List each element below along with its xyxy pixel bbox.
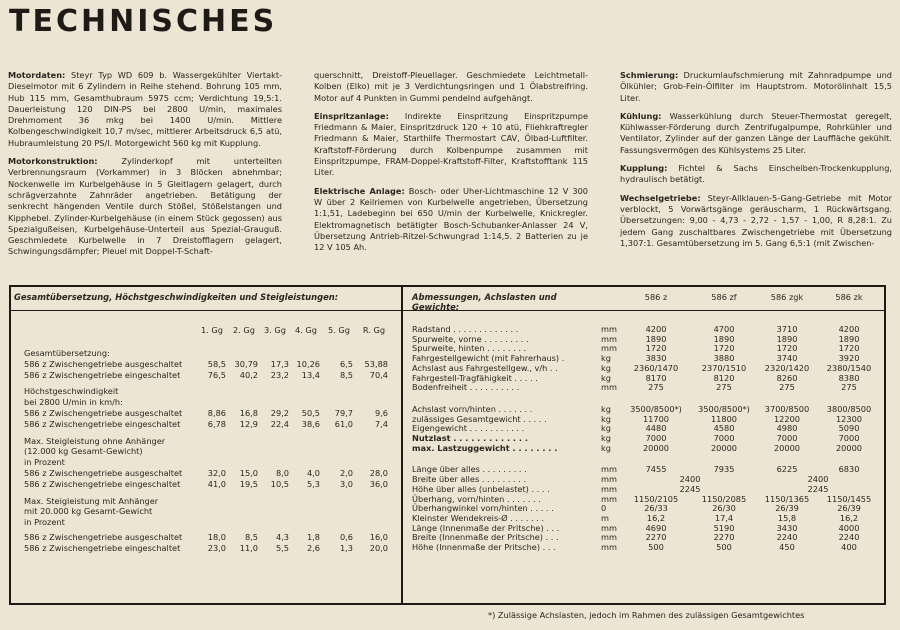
gear-column-header: 5. Gg — [328, 325, 350, 335]
gear-row-label: in Prozent — [24, 517, 65, 528]
spec-paragraph: Einspritzanlage: Indirekte Einspritzung Einspritzpumpe Friedmann & Maier, Einspritzdruck 120 + 10 atü, Fliehkraftregler Friedmann & Maier, Starthilfe Thermostart CAV, Ölbad-Luftfilter. Kraftstoff-Förderung durch Kolbenpumpe zusammen mit Einspritzpumpe, FRAM-Doppel-Kraftstoff-Filter, Kraftstofftank 115 Liter. — [314, 110, 588, 178]
gear-value: 19,5 — [239, 478, 258, 489]
gear-value: 10,26 — [296, 358, 320, 369]
gear-value: 17,3 — [270, 358, 289, 369]
dimension-value: 3500/8500*) — [698, 403, 750, 414]
dimension-value: 3710 — [776, 324, 798, 334]
gear-value: 38,6 — [301, 418, 320, 429]
dimension-value: 2320/1420 — [764, 362, 810, 373]
model-column-header: 586 z — [644, 292, 668, 302]
unit-label: mm — [601, 464, 617, 475]
gear-value: 41,0 — [207, 478, 226, 489]
dimension-value: 1720 — [713, 343, 735, 354]
dimension-value: 4000 — [838, 522, 860, 533]
gear-row-label: in Prozent — [24, 457, 65, 468]
right-table-heading: Abmessungen, Achslasten und Gewichte: — [412, 292, 557, 312]
dimension-value: 3740 — [776, 353, 798, 364]
dimension-value: 3700/8500 — [764, 403, 810, 414]
dimension-row-label: Länge über alles . . . . . . . . . — [412, 464, 527, 475]
unit-label: mm — [601, 333, 617, 344]
dimension-value: 500 — [648, 542, 664, 552]
gear-value: 3,0 — [339, 478, 353, 489]
spec-paragraph: Kühlung: Wasserkühlung durch Steuer-Thermostat geregelt, Kühlwasser-Förderung durch Zentrifugalpumpe, Rohrkühler und Ventilator, Zylinder auf der ganzen Länge der Lauffläche gekühlt. Fassungsvermögen des Kühlsystems 25 Liter. — [620, 110, 892, 155]
gear-value: 2,6 — [306, 542, 320, 553]
dimension-row-label: max. Lastzuggewicht . . . . . . . . — [412, 442, 558, 453]
dimension-value: 4580 — [713, 423, 735, 434]
dimension-row-label: Überhangwinkel vorn/hinten . . . . . — [412, 503, 554, 514]
dimension-value: 500 — [716, 542, 732, 552]
spec-paragraph: Wechselgetriebe: Steyr-Allklauen-5-Gang-Getriebe mit Motor verblockt, 5 Vorwärtsgänge geräuscharm, 1 Rückwärtsgang. Übersetzungen: 9,00 - 4,73 - 2,72 - 1,57 - 1,00, R 8,28:1. Zu jedem Gang zuschaltbares Zwischengetriebe mit Übersetzung 1,307:1. Gesamtübersetzung im 5. Gang 6,5:1 (mit Zwischen- — [620, 192, 892, 248]
unit-label: kg — [601, 362, 611, 373]
page-title: TECHNISCHES — [9, 4, 278, 39]
dimension-value: 7000 — [838, 433, 860, 443]
gear-value: 29,2 — [270, 408, 289, 418]
gear-value: 4,0 — [306, 468, 320, 478]
model-column-header: 586 zf — [711, 292, 737, 302]
dimension-value: 26/39 — [775, 503, 799, 514]
dimension-value: 275 — [779, 382, 795, 393]
dimension-value: 275 — [648, 382, 664, 393]
gear-row-label: 586 z Zwischengetriebe ausgeschaltet — [24, 408, 183, 418]
unit-label: 0 — [601, 503, 607, 514]
gear-value: 9,6 — [374, 408, 388, 418]
unit-label: m — [601, 512, 609, 523]
unit-label: kg — [601, 433, 611, 443]
gear-row-label: Max. Steigleistung mit Anhänger — [24, 495, 159, 506]
dimension-value: 2240 — [838, 532, 860, 543]
dimension-value: 1150/2085 — [701, 493, 747, 504]
spec-paragraph: Motordaten: Steyr Typ WD 609 b. Wassergekühlter Viertakt-Dieselmotor mit 6 Zylindern in Reihe stehend. Bohrung 105 mm, Hub 115 mm, Gesamthubraum 5975 ccm; Verdichtung 19,5:1. Dauerleistung 120 DIN-PS bei 2800 U/min, maximales Drehmoment 36 mkg bei 1400 U/min. Mittlere Kolbengeschwindigkeit 10,7 m/sec, mittlerer Arbeitsdruck 6,5 atü, Hubraumleistung 20 PS/l. Motorgewicht 560 kg mit Kupplung. — [8, 70, 282, 148]
gear-row-label: 586 z Zwischengetriebe eingeschaltet — [24, 418, 181, 429]
text-column-3 — [620, 70, 892, 256]
unit-label: mm — [601, 324, 617, 334]
gear-value: 23,2 — [270, 369, 289, 380]
dimension-value: 275 — [716, 382, 732, 393]
unit-label: kg — [601, 423, 611, 434]
dimension-row-label: Fahrgestellgewicht (mit Fahrerhaus) . — [412, 353, 565, 364]
dimension-value: 8170 — [645, 372, 667, 383]
unit-label: mm — [601, 522, 617, 533]
dimension-value: 2370/1510 — [701, 362, 747, 373]
gear-value: 16,0 — [369, 532, 388, 542]
dimension-value: 20000 — [710, 442, 738, 453]
gear-column-header: 3. Gg — [264, 325, 286, 335]
gear-value: 40,2 — [239, 369, 258, 380]
dimension-value: 2400 — [807, 474, 829, 485]
dimension-value: 17,4 — [714, 512, 734, 523]
gear-column-header: 4. Gg — [295, 325, 317, 335]
dimension-row-label: Nutzlast . . . . . . . . . . . . . — [412, 433, 528, 443]
gear-value: 15,0 — [239, 468, 258, 478]
dimension-value: 26/39 — [837, 503, 861, 514]
dimension-value: 7000 — [645, 433, 667, 443]
model-column-header: 586 zk — [835, 292, 863, 302]
unit-label: mm — [601, 474, 617, 485]
gear-row-label: 586 z Zwischengetriebe ausgeschaltet — [24, 532, 183, 542]
gear-value: 6,5 — [339, 358, 353, 369]
gear-row-label: 586 z Zwischengetriebe eingeschaltet — [24, 369, 181, 380]
text-column-2 — [314, 70, 588, 260]
spec-paragraph-label: Motordaten: — [8, 70, 66, 80]
dimension-row-label: Höhe (Innenmaße der Pritsche) . . . — [412, 542, 556, 552]
gear-value: 8,5 — [339, 369, 353, 380]
dimension-value: 275 — [841, 382, 857, 393]
dimension-value: 20000 — [773, 442, 801, 453]
dimension-value: 3500/8500*) — [630, 403, 682, 414]
dimension-value: 4980 — [776, 423, 798, 434]
dimension-value: 4700 — [713, 324, 735, 334]
gear-value: 5,5 — [275, 542, 289, 553]
unit-label: kg — [601, 413, 611, 424]
dimension-row-label: Höhe über alles (unbelastet) . . . . — [412, 483, 550, 494]
spec-paragraph-label: Elektrische Anlage: — [314, 185, 405, 196]
dimension-row-label: Breite (Innenmaße der Pritsche) . . . — [412, 532, 559, 543]
gear-value: 4,3 — [275, 532, 289, 542]
gear-value: 7,4 — [374, 418, 388, 429]
gear-value: 20,0 — [369, 542, 388, 553]
gear-value: 5,3 — [306, 478, 320, 489]
dimension-value: 20000 — [835, 442, 863, 453]
gear-value: 8,86 — [207, 408, 226, 418]
dimension-value: 2360/1470 — [633, 362, 679, 373]
gear-value: 10,5 — [270, 478, 289, 489]
dimension-row-label: Kleinster Wendekreis-Ø . . . . . . . — [412, 512, 545, 523]
dimension-value: 2380/1540 — [826, 362, 872, 373]
dimension-row-label: Bodenfreiheit . . . . . . . . . . — [412, 382, 520, 393]
dimension-value: 26/30 — [712, 503, 736, 514]
dimension-value: 3800/8500 — [826, 403, 872, 414]
dimension-value: 5090 — [838, 423, 860, 434]
dimension-value: 1890 — [776, 333, 798, 344]
dimension-value: 4200 — [645, 324, 667, 334]
dimension-value: 6830 — [838, 464, 860, 475]
dimension-value: 15,8 — [777, 512, 797, 523]
gear-value: 58,5 — [207, 358, 226, 369]
unit-label: mm — [601, 493, 617, 504]
gear-row-label: 586 z Zwischengetriebe ausgeschaltet — [24, 358, 183, 369]
dimension-value: 1890 — [713, 333, 735, 344]
dimension-value: 16,2 — [646, 512, 666, 523]
model-column-header: 586 zgk — [770, 292, 804, 302]
unit-label: mm — [601, 382, 617, 393]
spec-paragraph-label: Einspritzanlage: — [314, 110, 389, 121]
spec-paragraph: Elektrische Anlage: Bosch- oder Uher-Lichtmaschine 12 V 300 W über 2 Keilriemen von Kurbelwelle angetrieben, Übersetzung 1:1,51, Ladebeginn bei 650 U/min der Kurbelwelle, Knickregler. Elektromagnetisch betätigter Bosch-Schubanker-Anlasser 24 V, Übersetzung Antrieb-Ritzel-Schwungrad 1:14,5. 2 Batterien zu je 12 V 105 Ah. — [314, 185, 588, 253]
dimension-value: 7000 — [713, 433, 735, 443]
dimension-value: 7455 — [645, 464, 667, 475]
gear-value: 13,4 — [301, 369, 320, 380]
dimension-value: 2240 — [776, 532, 798, 543]
gear-row-label: (12.000 kg Gesamt-Gewicht) — [24, 446, 143, 457]
unit-label: mm — [601, 532, 617, 543]
gear-value: 8,0 — [275, 468, 289, 478]
gear-value: 1,8 — [306, 532, 320, 542]
gear-column-header: 2. Gg — [233, 325, 255, 335]
dimension-value: 20000 — [642, 442, 670, 453]
dimension-row-label: zulässiges Gesamtgewicht . . . . . — [412, 413, 547, 424]
table-divider — [401, 285, 403, 605]
unit-label: kg — [601, 442, 611, 453]
dimension-value: 11700 — [642, 413, 670, 424]
dimension-value: 3880 — [713, 353, 735, 364]
dimension-value: 1720 — [838, 343, 860, 354]
spec-paragraph: Kupplung: Fichtel & Sachs Einscheiben-Trockenkupplung, hydraulisch betätigt. — [620, 163, 892, 185]
dimension-value: 400 — [841, 542, 857, 552]
dimension-row-label: Achslast vorn/hinten . . . . . . . — [412, 403, 533, 414]
dimension-value: 26/33 — [644, 503, 668, 514]
dimension-value: 12200 — [773, 413, 801, 424]
gear-value: 70,4 — [369, 369, 388, 380]
gear-value: 23,0 — [207, 542, 226, 553]
unit-label: mm — [601, 542, 617, 552]
dimension-value: 2245 — [807, 483, 829, 494]
dimension-value: 3430 — [776, 522, 798, 533]
spec-paragraph: querschnitt, Dreistoff-Pleuellager. Geschmiedete Leichtmetall-Kolben (Elko) mit je 3 Verdichtungsringen und 1 Ölabstreifring. Motor auf 4 Punkten in Gummi pendelnd aufgehängt. — [314, 70, 588, 103]
dimension-row-label: Achslast aus Fahrgestellgew., v/h . . — [412, 362, 558, 373]
spec-paragraph-label: Kupplung: — [620, 163, 668, 174]
gear-row-label: Höchstgeschwindigkeit — [24, 386, 119, 397]
gear-row-label: 586 z Zwischengetriebe ausgeschaltet — [24, 468, 183, 478]
dimension-value: 1720 — [645, 343, 667, 354]
text-column-1 — [8, 70, 282, 265]
dimension-value: 4480 — [645, 423, 667, 434]
gear-value: 79,7 — [334, 408, 353, 418]
dimension-value: 2270 — [713, 532, 735, 543]
dimension-value: 8260 — [776, 372, 798, 383]
dimension-value: 3920 — [838, 353, 860, 364]
spec-paragraph-label: Motorkonstruktion: — [8, 156, 98, 167]
gear-value: 8,5 — [244, 532, 258, 542]
gear-value: 16,8 — [239, 408, 258, 418]
spec-paragraph: Schmierung: Druckumlaufschmierung mit Zahnradpumpe und Ölkühler; Grob-Fein-Ölfilter im Hauptstrom. Motorölinhalt 15,5 Liter. — [620, 70, 892, 103]
dimension-value: 2400 — [679, 474, 701, 485]
dimension-value: 1150/2105 — [633, 493, 679, 504]
gear-value: 53,88 — [364, 358, 388, 369]
dimension-value: 6225 — [776, 464, 798, 475]
gear-row-label: Max. Steigleistung ohne Anhänger — [24, 435, 166, 446]
gear-value: 6,78 — [207, 418, 226, 429]
gear-column-header: 1. Gg — [201, 325, 223, 335]
gear-value: 12,9 — [239, 418, 258, 429]
dimension-value: 2245 — [679, 483, 701, 494]
unit-label: kg — [601, 372, 611, 383]
unit-label: mm — [601, 343, 617, 354]
gear-value: 32,0 — [207, 468, 226, 478]
dimension-row-label: Radstand . . . . . . . . . . . . . — [412, 324, 519, 334]
dimension-value: 5190 — [713, 522, 735, 533]
gear-value: 76,5 — [207, 369, 226, 380]
dimension-row-label: Eigengewicht . . . . . . . . . . . — [412, 423, 525, 434]
dimension-value: 1720 — [776, 343, 798, 354]
dimension-value: 8380 — [838, 372, 860, 383]
left-table-heading: Gesamtübersetzung, Höchstgeschwindigkeiten und Steigleistungen: — [14, 292, 339, 302]
dimension-row-label: Länge (Innenmaße der Pritsche) . . . — [412, 522, 560, 533]
gear-row-label: mit 20.000 kg Gesamt-Gewicht — [24, 506, 153, 517]
footnote: *) Zulässige Achslasten, jedoch im Rahmen des zulässigen Gesamtgewichtes — [488, 610, 805, 620]
dimension-value: 1890 — [838, 333, 860, 344]
spec-paragraph-label: Schmierung: — [620, 70, 679, 80]
unit-label: kg — [601, 403, 611, 414]
gear-row-label: 586 z Zwischengetriebe eingeschaltet — [24, 478, 181, 489]
unit-label: kg — [601, 353, 611, 364]
gear-column-header: R. Gg — [362, 325, 386, 335]
dimension-row-label: Breite über alles . . . . . . . . . — [412, 474, 527, 485]
dimension-row-label: Spurweite, vorne . . . . . . . . . — [412, 333, 529, 344]
dimension-value: 8120 — [713, 372, 735, 383]
dimension-value: 12300 — [835, 413, 863, 424]
dimension-value: 1150/1365 — [764, 493, 810, 504]
dimension-value: 3830 — [645, 353, 667, 364]
gear-value: 50,5 — [301, 408, 320, 418]
spec-paragraph-label: Wechselgetriebe: — [620, 192, 701, 203]
gear-row-label: bei 2800 U/min in km/h: — [24, 397, 123, 408]
spec-paragraph-label: Kühlung: — [620, 110, 662, 121]
spec-paragraph: Motorkonstruktion: Zylinderkopf mit unterteilten Verbrennungsraum (Vorkammer) in 3 Blöcken abnehmbar; Nockenwelle im Kurbelgehäuse in 5 Gleitlagern gelagert, durch schrägverzahnte Zahnräder angetrieben. Betätigung der senkrecht hängenden Ventile durch Stößel, Stößelstangen und Kipphebel. Zylinder-Kurbelgehäuse (in einem Stück gegossen) aus Spezialgußeisen, Kurbelgehäuse-Unterteil aus Spezial-Grauguß. Geschmiedete Kurbelwelle in 7 Dreistofflagern gelagert, Schwingungsdämpfer; Pleuel mit Doppel-T-Schaft- — [8, 156, 282, 257]
gear-value: 28,0 — [369, 468, 388, 478]
gear-value: 22,4 — [270, 418, 289, 429]
dimension-value: 16,2 — [839, 512, 859, 523]
dimension-value: 4690 — [645, 522, 667, 533]
dimension-value: 450 — [779, 542, 795, 552]
gear-value: 18,0 — [207, 532, 226, 542]
gear-value: 36,0 — [369, 478, 388, 489]
dimension-row-label: Spurweite, hinten . . . . . . . . — [412, 343, 527, 354]
gear-value: 11,0 — [239, 542, 258, 553]
dimension-value: 1890 — [645, 333, 667, 344]
gear-row-label: 586 z Zwischengetriebe eingeschaltet — [24, 542, 181, 553]
dimension-value: 7935 — [713, 464, 735, 475]
gear-value: 0,6 — [339, 532, 353, 542]
dimension-value: 7000 — [776, 433, 798, 443]
gear-value: 30,79 — [234, 358, 258, 369]
gear-row-label: Gesamtübersetzung: — [24, 348, 110, 358]
dimension-value: 4200 — [838, 324, 860, 334]
dimension-value: 2270 — [645, 532, 667, 543]
dimension-row-label: Fahrgestell-Tragfähigkeit . . . . . — [412, 372, 538, 383]
dimension-value: 1150/1455 — [826, 493, 872, 504]
gear-value: 61,0 — [334, 418, 353, 429]
unit-label: mm — [601, 483, 617, 494]
dimension-row-label: Überhang, vorn/hinten . . . . . . . — [412, 493, 541, 504]
dimension-value: 11800 — [710, 413, 738, 424]
gear-value: 2,0 — [339, 468, 353, 478]
gear-value: 1,3 — [339, 542, 353, 553]
